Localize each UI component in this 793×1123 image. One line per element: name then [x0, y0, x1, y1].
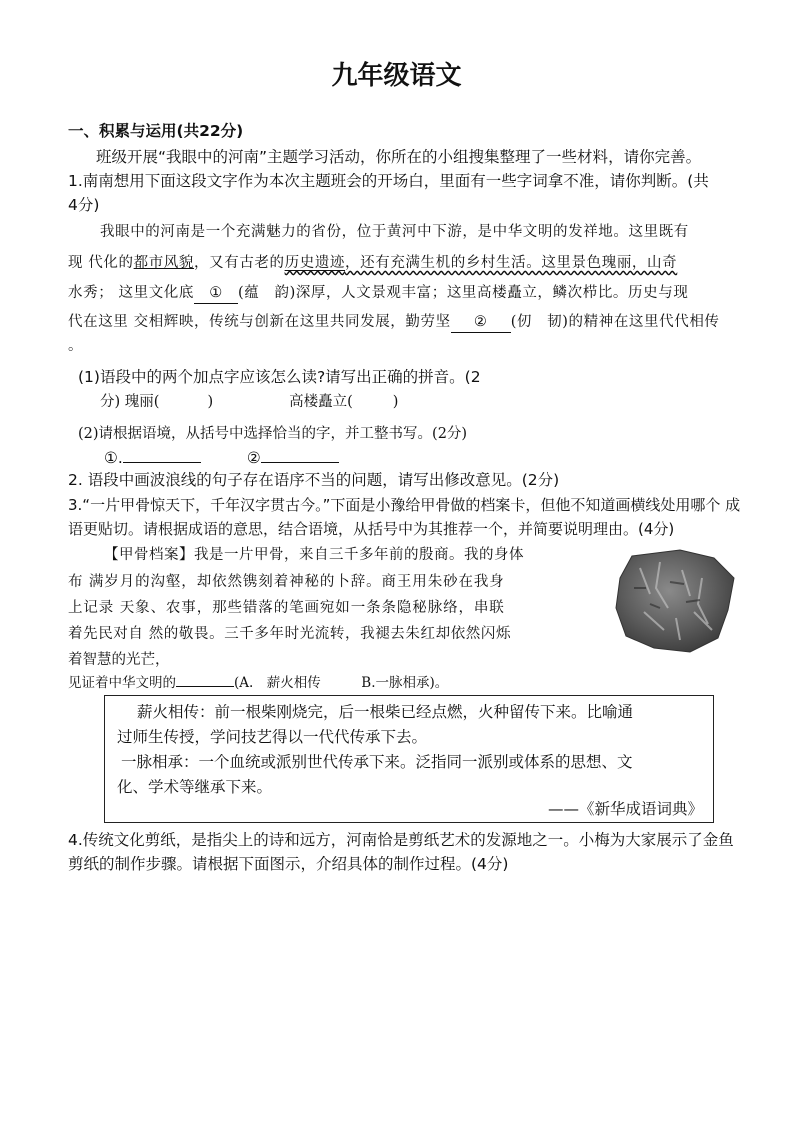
- passage-text: 水秀； 这里文化底: [68, 285, 195, 301]
- passage-text: 现 代化的: [68, 255, 134, 271]
- definition-2-line1: 一脉相承：一个血统或派别世代传承下来。泛指同一派别或体系的思想、文: [121, 753, 633, 771]
- passage-line-2: [68, 253, 677, 273]
- question-2: 2. 语段中画波浪线的句子存在语序不当的问题，请写出修改意见。(2分): [68, 471, 560, 489]
- passage-text: (蕴 韵)深厚，人文景观丰富；这里高楼矗立，鳞次栉比。历史与现: [238, 285, 689, 301]
- pinyin-paren-close: ): [207, 394, 214, 410]
- answer-blank-2[interactable]: [261, 446, 339, 463]
- answer-marker-1: ①.: [104, 449, 123, 467]
- definition-1-line2: 过师生传授，学问技艺得以一代代传承下去。: [117, 728, 428, 746]
- archive-line-2: 布 满岁月的沟壑，却依然镌刻着神秘的卜辞。商王用朱砂在我身: [68, 574, 505, 590]
- question-3-line1: 3.“一片甲骨惊天下，千年汉字贯古今。”下面是小豫给甲骨做的档案卡，但他不知道画横线处用哪个 成: [68, 496, 741, 514]
- question-3-line2: 语更贴切。请根据成语的意思，结合语境，从括号中为其推荐一个，并简要说明理由。(4分): [68, 520, 675, 538]
- oracle-bone-image: [610, 548, 738, 656]
- archive-line-3: 上记录 天象、农事，那些错落的笔画宛如一条条隐秘脉络，串联: [68, 600, 505, 616]
- passage-line-5: 。: [68, 338, 83, 354]
- definition-2-line2: 化、学术等继承下来。: [117, 778, 273, 796]
- idiom-blank[interactable]: [176, 672, 234, 687]
- idiom-definition-box: [104, 695, 714, 823]
- passage-text: (仞 韧)的精神在这里代代相传: [510, 314, 720, 330]
- passage-line-1: 我眼中的河南是一个充满魅力的省份，位于黄河中下游，是中华文明的发祥地。这里既有: [100, 224, 689, 240]
- idiom-options: (A. 薪火相传 B.一脉相承)。: [234, 675, 449, 691]
- question-4-line2: 剪纸的制作步骤。请根据下面图示，介绍具体的制作过程。(4分): [68, 855, 509, 873]
- archive-line-4: 着先民对自 然的敬畏。三千多年时光流转，我褪去朱红却依然闪烁: [68, 626, 512, 642]
- answer-marker-2: ②: [246, 449, 261, 467]
- blank-2[interactable]: ②: [451, 312, 511, 333]
- subquestion-1-line1: (1)语段中的两个加点字应该怎么读?请写出正确的拼音。(2: [78, 368, 481, 386]
- wavy-underlined-phrase: [285, 255, 678, 271]
- section-heading: 一、积累与运用(共22分): [68, 122, 244, 140]
- subquestion-2-answers: [104, 446, 339, 468]
- passage-line-4: [68, 312, 720, 333]
- passage-text: 代在这里 交相辉映，传统与创新在这里共同发展，勤劳坚: [68, 314, 451, 330]
- archive-line-5: 着智慧的光芒，: [68, 652, 170, 668]
- dictionary-source: ——《新华成语词典》: [547, 800, 703, 818]
- archive-line-1: 【甲骨档案】我是一片甲骨，来自三千多年前的殷商。我的身体: [104, 547, 524, 563]
- subquestion-1-line2: [100, 392, 398, 412]
- archive-text: 见证着中华文明的: [68, 675, 176, 691]
- answer-blank-1[interactable]: [123, 446, 201, 463]
- pinyin-label-2: 高楼矗立(: [289, 394, 353, 410]
- underlined-phrase: 都市风貌: [133, 255, 195, 271]
- subquestion-2-line1: (2)请根据语境，从括号中选择恰当的字，并工整书写。(2分): [78, 426, 468, 442]
- underlined-phrase: 历史遗迹: [284, 255, 346, 271]
- question-1-line1: 1.南南想用下面这段文字作为本次主题班会的开场白，里面有一些字词拿不准，请你判断。(共: [68, 172, 709, 190]
- blank-1[interactable]: ①: [194, 283, 238, 304]
- section-intro: 班级开展“我眼中的河南”主题学习活动，你所在的小组搜集整理了一些材料，请你完善。: [96, 148, 702, 166]
- pinyin-paren-close: ): [392, 394, 399, 410]
- page-title: 九年级语文: [331, 61, 462, 91]
- question-4-line1: 4.传统文化剪纸，是指尖上的诗和远方，河南恰是剪纸艺术的发源地之一。小梅为大家展示了金鱼: [68, 831, 734, 849]
- pinyin-label-1: 分) 瑰丽(: [100, 394, 160, 410]
- question-1-line2: 4分): [68, 196, 100, 214]
- passage-line-3: [68, 283, 688, 304]
- archive-line-6: [68, 672, 448, 693]
- definition-1-line1: 薪火相传：前一根柴刚烧完，后一根柴已经点燃，火种留传下来。比喻通: [137, 703, 634, 721]
- passage-text: ，还有充满生机的乡村生活。这里景色瑰丽，山奇: [345, 255, 678, 271]
- passage-text: ，又有古老的: [194, 255, 285, 271]
